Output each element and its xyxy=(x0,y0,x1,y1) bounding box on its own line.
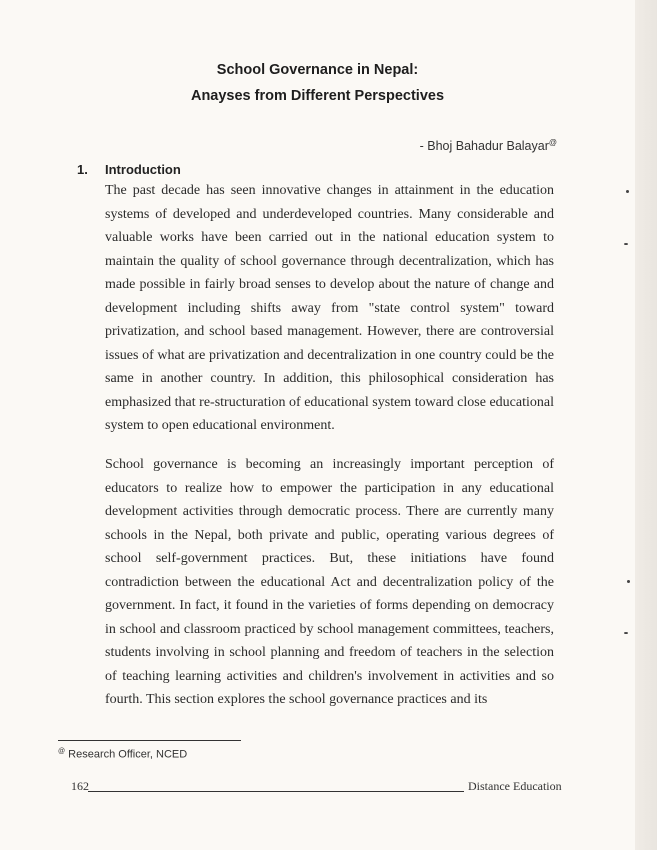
page-number: 162 xyxy=(71,779,89,793)
author-name: - Bhoj Bahadur Balayar xyxy=(419,139,549,154)
paper-title: School Governance in Nepal: xyxy=(216,62,419,78)
scan-mark xyxy=(626,190,629,193)
page-edge xyxy=(635,0,657,850)
footnote-mark: @ xyxy=(58,748,66,755)
footnote-rule xyxy=(58,740,241,741)
paper-subtitle: Anayses from Different Perspectives xyxy=(190,88,445,104)
scan-mark xyxy=(624,243,628,245)
scan-mark xyxy=(624,632,628,634)
paragraph-2: School governance is becoming an increasingly important perception of educators to realize how to empower the participation in any educational development activities through democratic process. There are currently many schools in the Nepal, both private and public, operating various degrees of school self-government practices. But, these initiations have found contradiction between the educational Act and decentralization policy of the government. In fact, it found in the varieties of forms depending on democracy in school and classroom practiced by school management committees, teachers, students involving in school planning and freedom of teachers in the selection of teaching learning activities and children's involvement in activities and so fourth. This section explores the school governance practices and its xyxy=(105,457,554,707)
footer-rule xyxy=(88,791,464,792)
footnote xyxy=(58,748,187,761)
footnote-text: Research Officer, NCED xyxy=(68,748,188,761)
journal-name: Distance Education xyxy=(468,779,562,793)
author-line xyxy=(420,138,557,153)
section-number: 1. xyxy=(77,162,88,177)
scan-mark xyxy=(627,580,630,583)
section-heading: Introduction xyxy=(105,162,181,177)
author-footnote-mark: @ xyxy=(548,138,557,147)
paragraph-1: The past decade has seen innovative changes in attainment in the education systems of developed and underdeveloped countries. Many considerable and valuable works have been carried out in the national education system to maintain the quality of school governance through decentralization, which has made possible in fairly broad senses to develop about the nature of change and development including shifts away from "state control system" toward privatization, and school based management. However, there are controversial issues of what are privatization and decentralization in one country could be the same in another country. In addition, this philosophical consideration has emphasized that re-structuration of educational system toward close educational system to open educational environment. xyxy=(105,183,554,433)
